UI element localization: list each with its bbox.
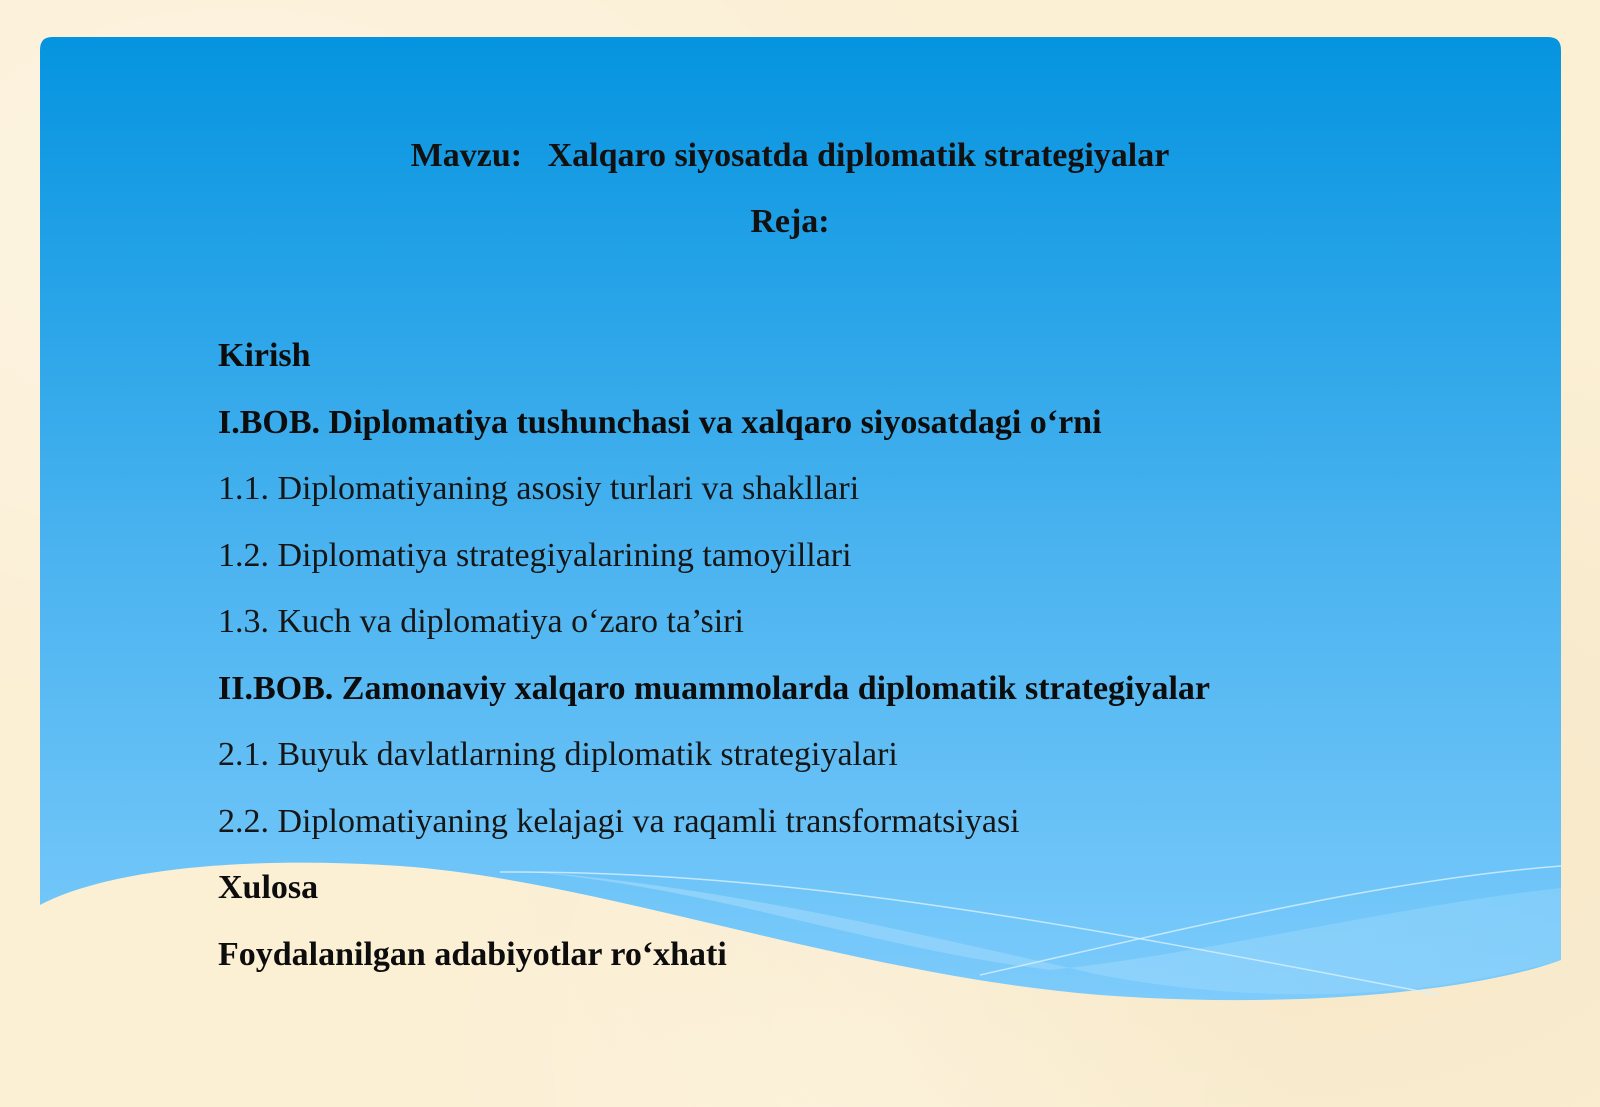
outline-item: II.BOB. Zamonaviy xalqaro muammolarda diplomatik strategiyalar bbox=[218, 669, 1211, 707]
outline-item: 1.1. Diplomatiyaning asosiy turlari va shakllari bbox=[218, 470, 860, 507]
outline-item: 2.1. Buyuk davlatlarning diplomatik strategiyalari bbox=[218, 736, 898, 773]
outline-item: 1.3. Kuch va diplomatiya o‘zaro ta’siri bbox=[218, 603, 744, 640]
outline-item: Xulosa bbox=[218, 869, 319, 906]
outline-item: Kirish bbox=[218, 337, 311, 374]
outline-item: 2.2. Diplomatiyaning kelajagi va raqamli transformatsiyasi bbox=[218, 802, 1020, 840]
outline-item: Foydalanilgan adabiyotlar ro‘xhati bbox=[218, 935, 727, 973]
outline-item: I.BOB. Diplomatiya tushunchasi va xalqaro siyosatdagi o‘rni bbox=[218, 403, 1102, 441]
plan-outline bbox=[218, 334, 1210, 999]
slide-title bbox=[40, 137, 1540, 175]
title-text: Xalqaro siyosatda diplomatik strategiyalar bbox=[547, 137, 1170, 174]
title-prefix: Mavzu: bbox=[410, 137, 523, 174]
plan-heading: Reja: bbox=[750, 203, 830, 240]
outline-item: 1.2. Diplomatiya strategiyalarining tamoyillari bbox=[218, 536, 852, 574]
